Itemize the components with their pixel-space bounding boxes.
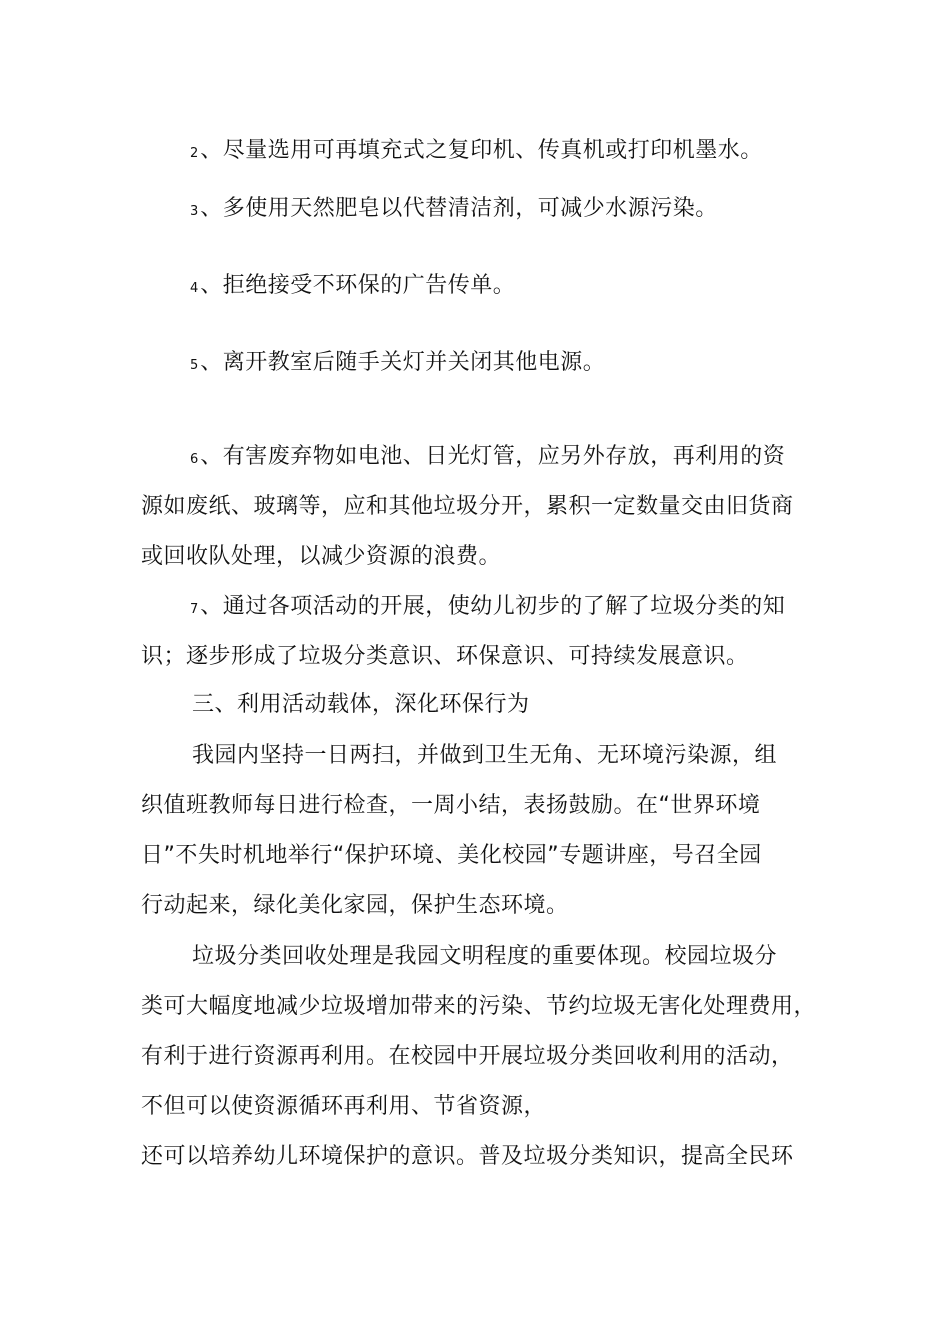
item-number: 5 [190,358,199,373]
item-number: 4 [190,281,199,296]
item-text: 、多使用天然肥皂以代替清洁剂，可减少水源污染。 [200,196,718,221]
list-item-3 [190,194,718,227]
item-number: 3 [190,204,199,219]
item-number: 7 [190,602,199,617]
list-item-5 [190,348,605,381]
item-number: 2 [190,146,199,161]
paragraph-2-line-5: 还可以培养幼儿环境保护的意识。普及垃圾分类知识，提高全民环 [141,1144,794,1169]
item-text: 、通过各项活动的开展，使幼儿初步的了解了垃圾分类的知 [200,594,786,619]
list-item-2 [190,136,763,169]
paragraph-2-line-4: 不但可以使资源循环再利用、节省资源， [141,1094,547,1119]
item-text: 、离开教室后随手关灯并关闭其他电源。 [200,350,606,375]
paragraph-1-line-1: 我园内坚持一日两扫，并做到卫生无角、无环境污染源，组 [192,743,778,768]
paragraph-1-line-3: 日”不失时机地举行“保护环境、美化校园”专题讲座，号召全园 [141,843,762,868]
paragraph-2-line-1: 垃圾分类回收处理是我园文明程度的重要体现。校园垃圾分 [192,944,778,969]
item-text: 、尽量选用可再填充式之复印机、传真机或打印机墨水。 [200,138,763,163]
paragraph-2-line-3: 有利于进行资源再利用。在校园中开展垃圾分类回收利用的活动， [141,1044,794,1069]
list-item-6-line-1 [190,442,785,475]
item-text: 、有害废弃物如电池、日光灯管，应另外存放，再利用的资 [200,444,786,469]
item-text: 、拒绝接受不环保的广告传单。 [200,273,516,298]
list-item-6-line-2: 源如废纸、玻璃等，应和其他垃圾分开，累积一定数量交由旧货商 [141,494,794,519]
section-heading: 三、利用活动载体，深化环保行为 [192,692,530,717]
list-item-7-line-1 [190,592,785,625]
paragraph-1-line-2: 织值班教师每日进行检查，一周小结，表扬鼓励。在“世界环境 [141,793,761,818]
item-number: 6 [190,452,199,467]
list-item-7-line-2: 识；逐步形成了垃圾分类意识、环保意识、可持续发展意识。 [141,644,749,669]
list-item-4 [190,271,515,304]
list-item-6-line-3: 或回收队处理，以减少资源的浪费。 [141,544,502,569]
paragraph-1-line-4: 行动起来，绿化美化家园，保护生态环境。 [141,893,569,918]
paragraph-2-line-2: 类可大幅度地减少垃圾增加带来的污染、节约垃圾无害化处理费用， [141,994,817,1019]
